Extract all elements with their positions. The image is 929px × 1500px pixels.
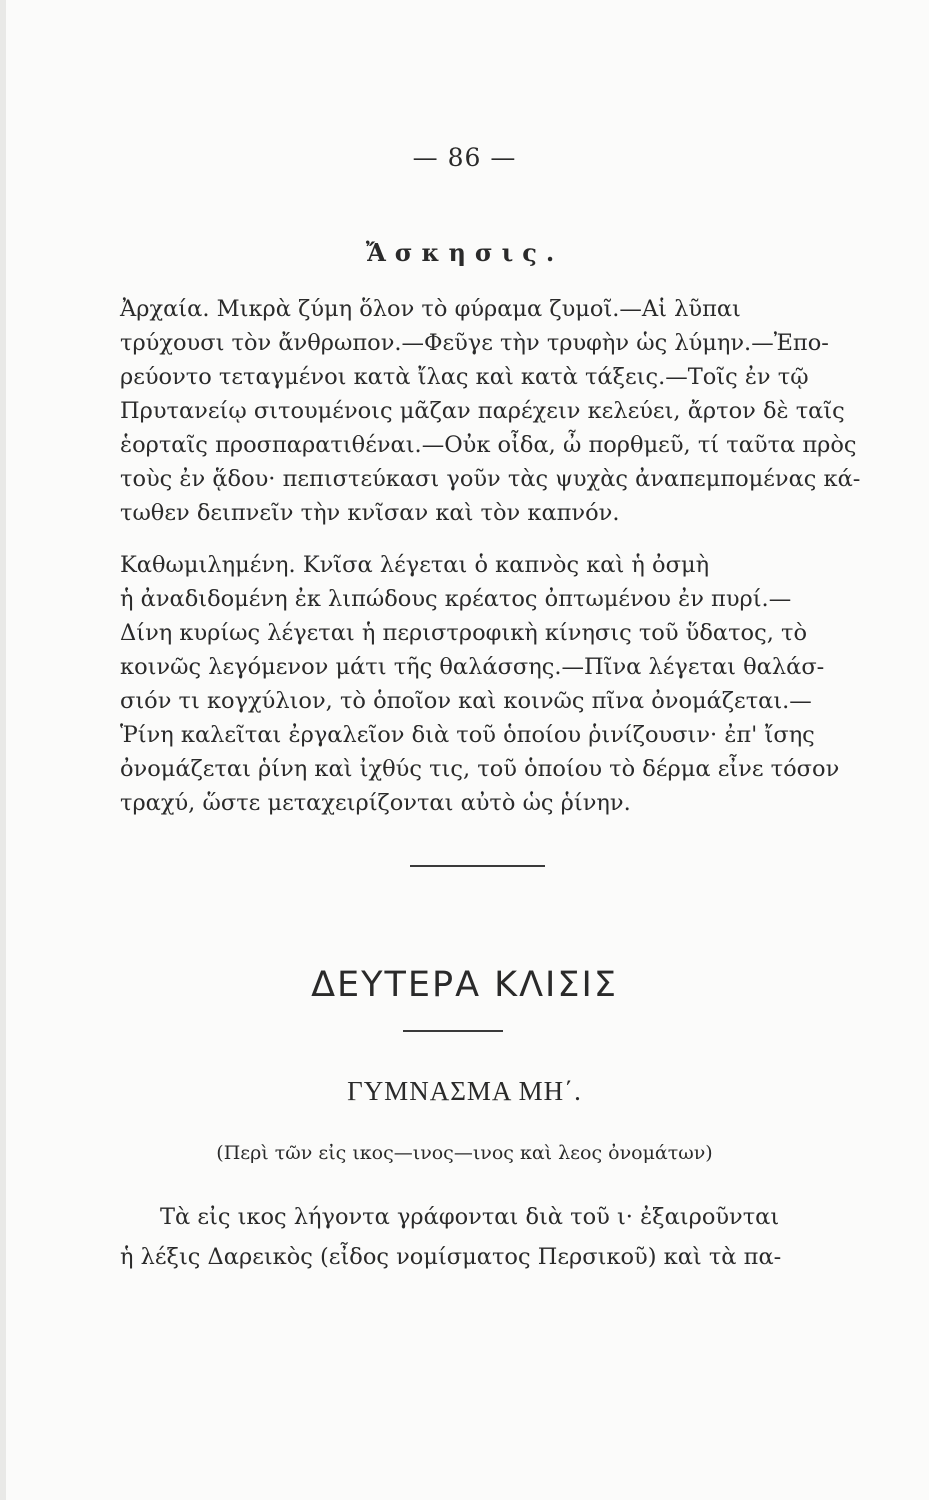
- page-number: — 86 —: [412, 143, 517, 172]
- text-line: τραχύ, ὥστε μεταχειρίζονται αὐτὸ ὡς ῥίνην.: [120, 790, 631, 816]
- text-line: τρύχουσι τὸν ἄνθρωπον.—Φεῦγε τὴν τρυφὴν ὡς λύμην.—Ἐπο-: [120, 330, 829, 356]
- text-line: ἑορταῖς προσπαρατιθέναι.—Οὐκ οἶδα, ὦ πορθμεῦ, τί ταῦτα πρὸς: [120, 432, 857, 458]
- text-line: Καθωμιλημένη. Κνῖσα λέγεται ὁ καπνὸς καὶ ἡ ὀσμὴ: [120, 552, 710, 578]
- text-line: Τὰ εἰς ικος λήγοντα γράφονται διὰ τοῦ ι· ἐξαιροῦνται: [160, 1204, 780, 1230]
- divider: [410, 865, 545, 867]
- colloquial-text-block: [120, 548, 862, 820]
- text-line: ὀνομάζεται ῥίνη καὶ ἰχθύς τις, τοῦ ὁποίου τὸ δέρμα εἶνε τόσον: [120, 756, 840, 782]
- text-line: Δίνη κυρίως λέγεται ἡ περιστροφικὴ κίνησις τοῦ ὕδατος, τὸ: [120, 620, 807, 646]
- text-line: ρεύοντο τεταγμένοι κατὰ ἴλας καὶ κατὰ τάξεις.—Τοῖς ἐν τῷ: [120, 364, 809, 390]
- text-line: σιόν τι κογχύλιον, τὸ ὁποῖον καὶ κοινῶς πῖνα ὀνομάζεται.—: [120, 688, 812, 714]
- text-line: Ἀρχαία. Μικρὰ ζύμη ὅλον τὸ φύραμα ζυμοῖ.—Αἱ λῦπαι: [120, 296, 741, 322]
- ancient-text-block: [120, 292, 862, 530]
- rule-text-block: [120, 1197, 870, 1277]
- text-line: κοινῶς λεγόμενον μάτι τῆς θαλάσσης.—Πῖνα λέγεται θαλάσ-: [120, 654, 825, 680]
- text-line: Ῥίνη καλεῖται ἐργαλεῖον διὰ τοῦ ὁποίου ῥινίζουσιν· ἐπ' ἴσης: [120, 722, 815, 748]
- text-line: ἡ ἀναδιδομένη ἐκ λιπώδους κρέατος ὀπτωμένου ἐν πυρί.—: [120, 586, 792, 612]
- divider: [403, 1030, 503, 1032]
- exercise-title: ΓΥΜΝΑΣΜΑ ΜΗ΄.: [347, 1076, 582, 1106]
- text-line: ἡ λέξις Δαρεικὸς (εἶδος νομίσματος Περσικοῦ) καὶ τὰ πα-: [120, 1244, 782, 1270]
- text-line: τοὺς ἐν ᾅδου· πεπιστεύκασι γοῦν τὰς ψυχὰς ἀναπεμπομένας κά-: [120, 466, 861, 492]
- page-edge-shadow: [0, 0, 6, 1500]
- text-line: τωθεν δειπνεῖν τὴν κνῖσαν καὶ τὸν καπνόν.: [120, 500, 620, 526]
- section-heading: Ἄσκησις.: [365, 238, 564, 267]
- exercise-subtitle: (Περὶ τῶν εἰς ικος—ινος—ινος καὶ λεος ὀνομάτων): [216, 1142, 713, 1164]
- part-title: ΔΕΥΤΕΡΑ ΚΛΙΣΙΣ: [311, 965, 618, 1005]
- text-line: Πρυτανείῳ σιτουμένοις μᾶζαν παρέχειν κελεύει, ἄρτον δὲ ταῖς: [120, 398, 845, 424]
